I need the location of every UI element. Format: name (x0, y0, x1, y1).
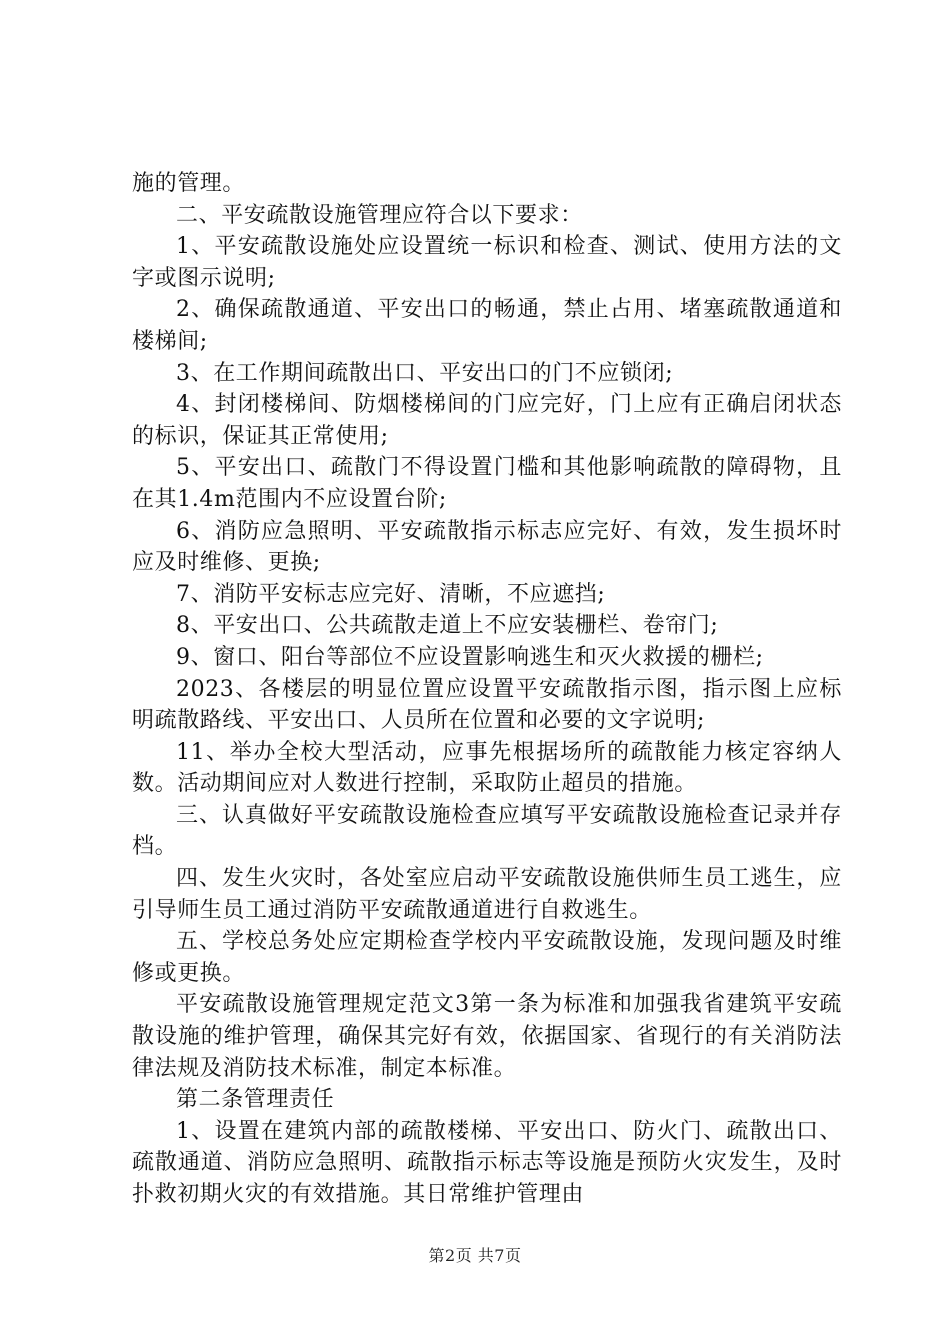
list-item: 2、确保疏散通道、平安出口的畅通，禁止占用、堵塞疏散通道和楼梯间; (132, 297, 842, 354)
paragraph: 1、设置在建筑内部的疏散楼梯、平安出口、防火门、疏散出口、疏散通道、消防应急照明、疏散指示标志等设施是预防火灾发生，及时扑救初期火灾的有效措施。其日常维护管理由 (132, 1118, 842, 1207)
list-item: 9、窗口、阳台等部位不应设置影响逃生和灭火救援的栅栏; (176, 644, 764, 670)
list-item: 6、消防应急照明、平安疏散指示标志应完好、有效，发生损坏时应及时维修、更换; (132, 518, 842, 576)
document-body (132, 168, 842, 1211)
page-number-footer: 第2页 共7页 (428, 1246, 522, 1265)
paragraph: 施的管理。 (132, 171, 246, 196)
list-item: 5、平安出口、疏散门不得设置门槛和其他影响疏散的障碍物，且在其1.4m范围内不应设置台阶; (132, 455, 842, 512)
list-item: 4、封闭楼梯间、防烟楼梯间的门应完好，门上应有正确启闭状态的标识，保证其正常使用; (132, 392, 842, 449)
list-item: 3、在工作期间疏散出口、平安出口的门不应锁闭; (176, 360, 674, 386)
list-item: 2023、各楼层的明显位置应设置平安疏散指示图，指示图上应标明疏散路线、平安出口、人员所在位置和必要的文字说明; (132, 676, 842, 734)
article-heading: 第二条管理责任 (176, 1087, 335, 1113)
list-item: 7、消防平安标志应完好、清晰，不应遮挡; (176, 581, 606, 607)
list-item: 11、举办全校大型活动，应事先根据场所的疏散能力核定容纳人数。活动期间应对人数进行控制，采取防止超员的措施。 (132, 739, 842, 797)
list-item: 8、平安出口、公共疏散走道上不应安装栅栏、卷帘门; (176, 613, 719, 639)
paragraph: 平安疏散设施管理规定范文3第一条为标准和加强我省建筑平安疏散设施的维护管理，确保其完好有效，依据国家、省现行的有关消防法律法规及消防技术标准，制定本标准。 (132, 992, 842, 1081)
paragraph: 四、发生火灾时，各处室应启动平安疏散设施供师生员工逃生，应引导师生员工通过消防平安疏散通道进行自救逃生。 (132, 866, 842, 923)
section-heading: 二、平安疏散设施管理应符合以下要求： (176, 202, 583, 228)
paragraph: 三、认真做好平安疏散设施检查应填写平安疏散设施检查记录并存档。 (132, 802, 842, 860)
list-item: 1、平安疏散设施处应设置统一标识和检查、测试、使用方法的文字或图示说明; (132, 234, 842, 291)
paragraph: 五、学校总务处应定期检查学校内平安疏散设施，发现问题及时维修或更换。 (132, 929, 842, 986)
